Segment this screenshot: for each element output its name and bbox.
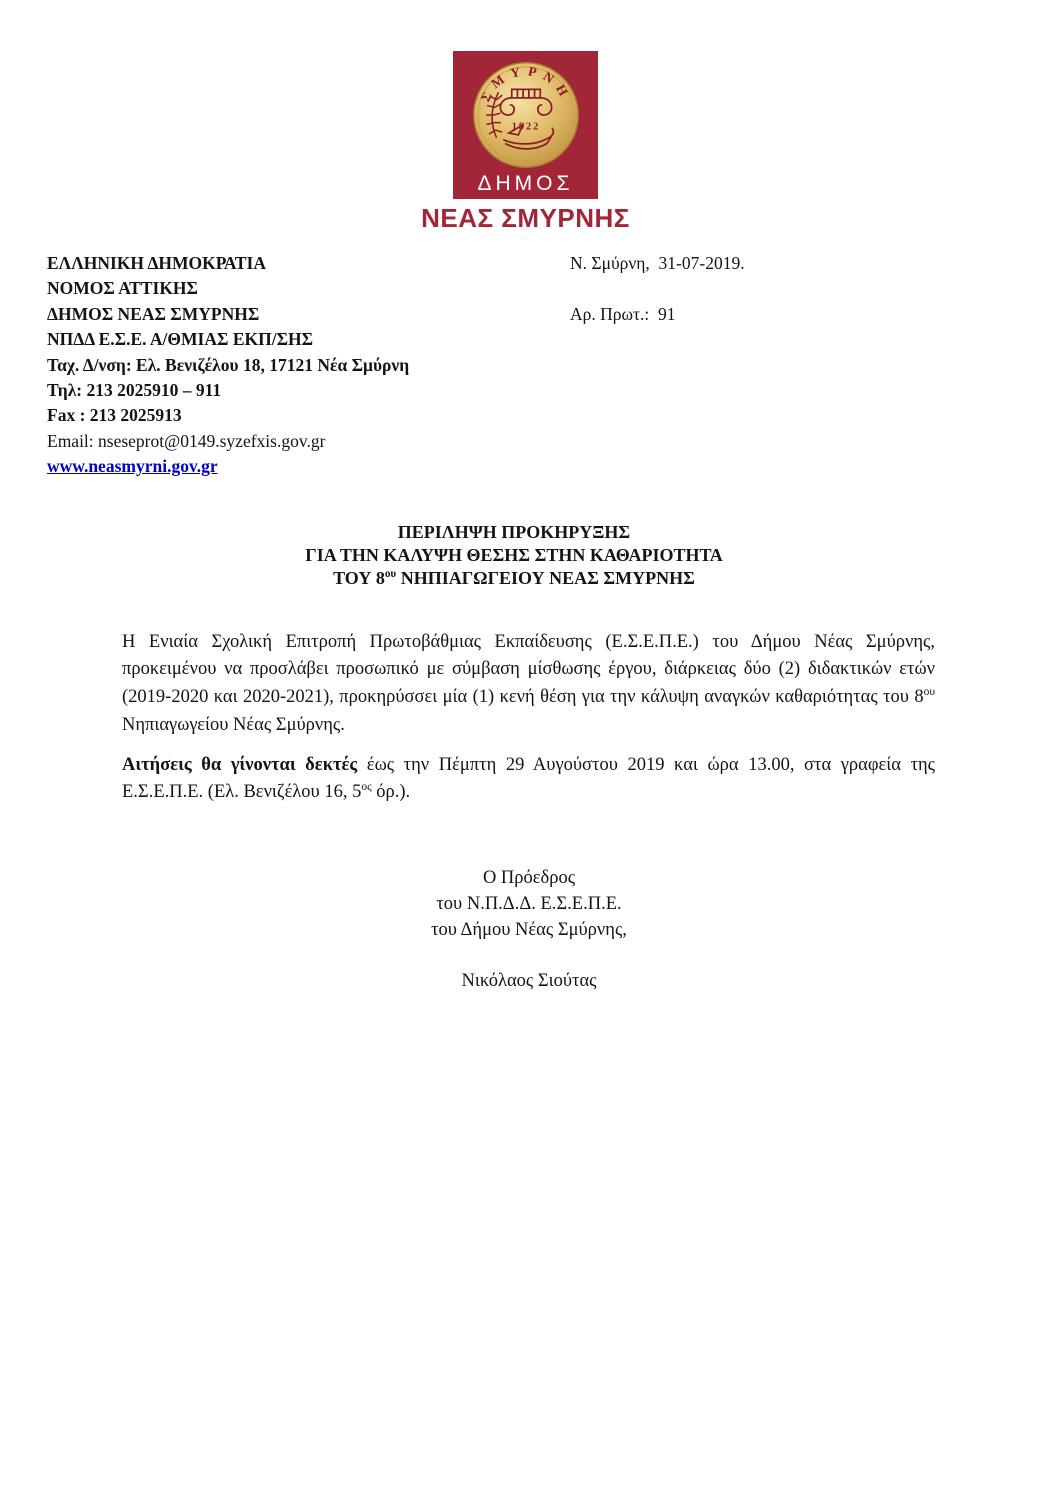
sender-line-email: Email: nseseprot@0149.syzefxis.gov.gr <box>47 430 326 451</box>
signatory-name: Νικόλαος Σιούτας <box>461 971 597 992</box>
municipality-name: ΝΕΑΣ ΣΜΥΡΝΗΣ <box>421 203 630 233</box>
coin-year-text: 1922 <box>511 121 540 133</box>
municipal-logo <box>421 51 630 233</box>
signature-role-line-1: Ο Πρόεδρος <box>482 868 576 888</box>
place-date-line: Ν. Σμύρνη, 31-07-2019. <box>570 253 745 273</box>
title-line-1: ΠΕΡΙΛΗΨΗ ΠΡΟΚΗΡΥΞΗΣ <box>397 522 631 542</box>
applications-bold-lead: Αιτήσεις θα γίνονται δεκτές <box>122 754 358 775</box>
body-ordinal-sup: ου <box>923 685 935 698</box>
body-paragraph-announcement: Η Ενιαία Σχολική Επιτροπή Πρωτοβάθμιας Εκπαίδευσης (Ε.Σ.Ε.Π.Ε.) του Δήμου Νέας Σμύρνης, προκειμένου να προσλάβει προσωπικό με σύμβαση μίσθωσης έργου, διάρκειας δύο (2) διδακτικών ετών (2019-2020 και 2020-2021), προκηρύσσει μία (1) κενή θέση για την κάλυψη αναγκών καθαριότητας του $8^{o\upsilon}$ Νηπιαγωγείου Νέας Σμύρνης. <box>122 631 935 735</box>
sender-line-prefecture: ΝΟΜΟΣ ΑΤΤΙΚΗΣ <box>47 278 198 299</box>
floor-ordinal-sup: ος <box>361 781 372 794</box>
signature-role-line-3: του Δήμου Νέας Σμύρνης, <box>431 919 627 940</box>
signature-role-line-2: του Ν.Π.Δ.Δ. Ε.Σ.Ε.Π.Ε. <box>436 893 622 914</box>
title-ordinal-sup: ου <box>384 568 397 581</box>
demos-label: ΔΗΜΟΣ <box>477 172 574 195</box>
signature-block <box>0 866 1058 995</box>
sender-line-entity: ΝΠΔΔ Ε.Σ.Ε. Α/ΘΜΙΑΣ ΕΚΠ/ΣΗΣ <box>47 329 314 350</box>
title-line-3: ΤΟΥ $8^{o\upsilon}$ ΝΗΠΙΑΓΩΓΕΙΟΥ ΝΕΑΣ ΣΜΥΡΝΗΣ <box>333 568 695 589</box>
reference-block <box>570 251 745 327</box>
sender-line-address: Ταχ. Δ/νση: Ελ. Βενιζέλου 18, 17121 Νέα Σμύρνη <box>47 354 410 375</box>
document-title <box>0 521 1028 591</box>
protocol-number-line: Αρ. Πρωτ.: 91 <box>570 303 676 324</box>
body-paragraph-applications: Αιτήσεις θα γίνονται δεκτές έως την Πέμπτη 29 Αυγούστου 2019 και ώρα 13.00, στα γραφεία της Ε.Σ.Ε.Π.Ε. (Ελ. Βενιζέλου 16, $5^{o\varsigma}$ όρ.). <box>122 754 936 803</box>
coin-arc-text: ΣΜΥΡΝΗ <box>477 62 574 105</box>
website-link[interactable]: www.neasmyrni.gov.gr <box>47 456 218 477</box>
sender-block <box>47 251 409 480</box>
sender-line-fax: Fax : 213 2025913 <box>47 405 182 426</box>
sender-line-republic: ΕΛΛΗΝΙΚΗ ΔΗΜΟΚΡΑΤΙΑ <box>47 253 266 273</box>
title-line-2: ΓΙΑ ΤΗΝ ΚΑΛΥΨΗ ΘΕΣΗΣ ΣΤΗΝ ΚΑΘΑΡΙΟΤΗΤΑ <box>305 545 723 566</box>
municipal-seal-coin-icon <box>469 58 583 172</box>
sender-line-municipality: ΔΗΜΟΣ ΝΕΑΣ ΣΜΥΡΝΗΣ <box>47 303 260 324</box>
sender-line-phone: Τηλ: 213 2025910 – 911 <box>47 380 222 401</box>
seal-square <box>453 51 598 199</box>
